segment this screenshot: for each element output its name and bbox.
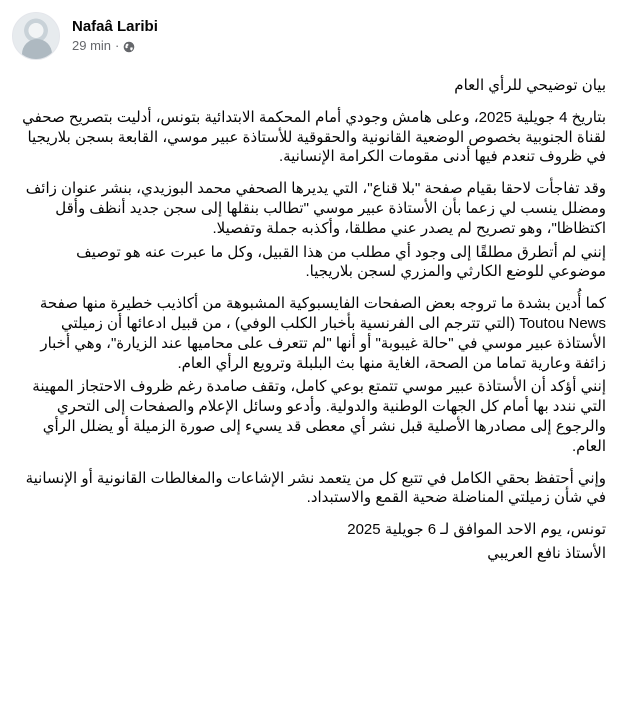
paragraph-3: إنني لم أتطرق مطلقًا إلى وجود أي مطلب من هذا القبيل، وكل ما عبرت عنه هو توصيف موضوعي للوضع الكارثي والمزري لسجن بلاريجيا.	[76, 243, 606, 281]
paragraph-6: وإني أحتفظ بحقي الكامل في تتبع كل من يتعمد نشر الإشاعات والمغالطات القانونية أو الإنسانية في شأن زميلتي المناضلة ضحية القمع والاستبداد.	[25, 469, 606, 507]
post-time[interactable]: 29 min	[72, 38, 112, 53]
globe-icon[interactable]	[123, 40, 135, 52]
paragraph-2: وقد تفاجأت لاحقا بقيام صفحة "بلا قناع"، التي يديرها الصحفي محمد البوزيدي، بنشر عنوان زائف ومضلل ينسب لي زعما بأن الأستاذة عبير موسي "تطالب بنقلها إلى سجن جديد أنظف وأقل اكتظاظا"، وهو تصريح لم يصدر عني مطلقا، وأكذبه جملة وتفصيلا.	[25, 180, 606, 237]
post-body	[16, 76, 606, 576]
post-title: بيان توضيحي للرأي العام	[454, 77, 606, 94]
post-meta	[72, 17, 158, 55]
post-subline	[72, 37, 158, 55]
signature: الأستاذ نافع العريبي	[487, 544, 606, 562]
author-name[interactable]: Nafaâ Laribi	[72, 18, 158, 35]
paragraph-5: إنني أؤكد أن الأستاذة عبير موسي تتمتع بوعي كامل، وتقف صامدة رغم ظروف الاحتجاز المهينة التي نندد بها أمام كل الجهات الوطنية والدولية. وأدعو وسائل الإعلام والصفحات إلى التحري والرجوع إلى مصادرها الأصلية قبل نشر أي معطى قد يسيء إلى صورة الزميلة أو يضلل الرأي العام.	[32, 378, 606, 455]
paragraph-4: كما أُدين بشدة ما تروجه بعض الصفحات الفايسبوكية المشبوهة من أكاذيب خطيرة منها صفحة Toutou News (التي تترجم الى الفرنسية بأخبار الكلب الوفي) ، من قبيل ادعائها أن زميلتي الأستاذة عبير موسي في "حالة غيبوبة" أو أنها "لم تتعرف على محاميها عند الزيارة"، وهي أخبار زائفة وعارية تماما من الصحة، الغاية منها بث البلبلة وترويع الرأي العام.	[39, 295, 606, 372]
paragraph-1: بتاريخ 4 جويلية 2025، وعلى هامش وجودي أمام المحكمة الابتدائية بتونس، أدليت بتصريح صحفي لقناة الجنوبية بخصوص الوضعية القانونية والحقوقية للأستاذة عبير موسي، القابعة بسجن بلاريجيا في ظروف تنعدم فيها أدنى مقومات الكرامة الإنسانية.	[22, 108, 606, 166]
date-line: تونس، يوم الاحد الموافق لـ 6 جويلية 2025	[347, 521, 606, 539]
meta-separator: ·	[115, 38, 120, 53]
post-header	[12, 12, 158, 60]
avatar[interactable]	[12, 12, 60, 60]
